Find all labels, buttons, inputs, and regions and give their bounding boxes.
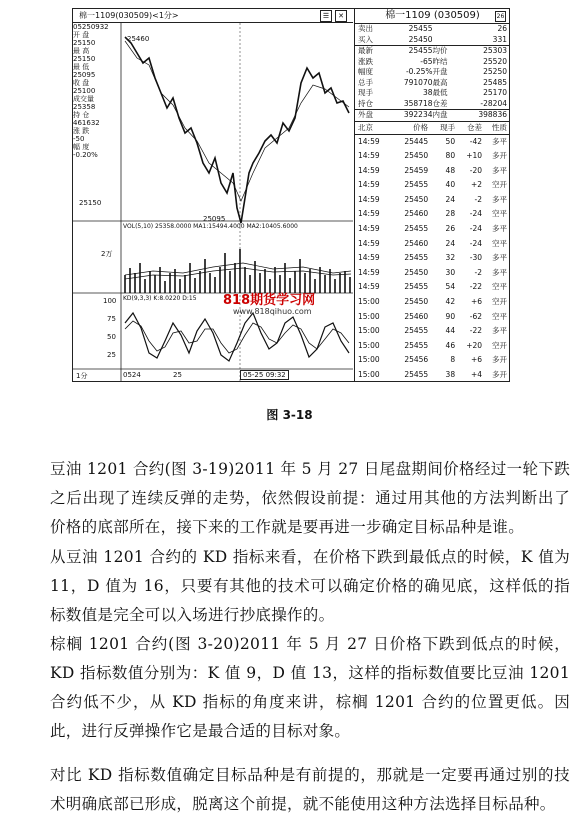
trade-row (355, 237, 510, 252)
trades-list[interactable] (355, 135, 510, 383)
trade-cell: 25450 (404, 267, 429, 277)
trade-row (355, 324, 510, 339)
quote-cell: 25455 (408, 24, 433, 33)
quote-cell: 持仓 (358, 98, 373, 108)
quote-row (355, 45, 510, 57)
trade-row (355, 193, 510, 208)
trade-cell: +20 (466, 340, 483, 350)
trade-cell: -24 (469, 238, 483, 248)
quote-cell: 均价 (432, 46, 448, 55)
trade-cell: 多开 (492, 151, 508, 161)
quote-row (355, 78, 510, 89)
quote-cell: 卖出 (358, 24, 373, 33)
watermark-url: www.818qihuo.com (233, 307, 312, 316)
info-value-oi: 461632 (73, 119, 100, 127)
info-value-close: 25100 (73, 87, 96, 95)
trade-cell: 25456 (404, 355, 429, 365)
trade-cell: 多平 (492, 267, 508, 277)
info-value-low: 25095 (73, 71, 96, 79)
chart-window-titlebar (73, 9, 353, 23)
trade-cell: 30 (445, 267, 456, 277)
trade-cell: 46 (445, 340, 456, 350)
info-label-change: 涨 跌 (73, 127, 90, 135)
trade-cell: 多平 (492, 224, 508, 234)
trade-row (355, 280, 510, 295)
trade-cell: 38 (445, 370, 456, 379)
trade-cell: 14:59 (358, 194, 380, 204)
trade-cell: 25455 (404, 253, 429, 263)
trade-cell: 多平 (492, 253, 508, 263)
trade-cell: 42 (445, 297, 456, 307)
price-top-label: 25460 (127, 35, 150, 43)
trade-cell: +6 (470, 297, 483, 307)
trade-cell: 15:00 (358, 326, 380, 336)
kd-axis-100: 100 (103, 297, 117, 305)
bar-info-panel (73, 23, 121, 159)
chart-window-title: 棉一1109(030509)<1分> (79, 11, 179, 20)
trades-col-price: 价格 (413, 122, 429, 132)
trade-cell: 多开 (492, 355, 508, 365)
quote-row (355, 35, 510, 46)
quote-cell: -28204 (480, 98, 507, 108)
trade-cell: 32 (445, 253, 456, 263)
kd-axis-25: 25 (107, 351, 116, 359)
trade-cell: 90 (445, 311, 456, 321)
trade-cell: 14:59 (358, 224, 380, 234)
trade-cell: 多平 (492, 136, 508, 146)
trade-row (355, 353, 510, 368)
quote-cell: 开盘 (432, 67, 448, 76)
info-label-close: 收 盘 (73, 79, 90, 87)
quote-cell: 791070 (403, 77, 433, 87)
period-label: 1分 (76, 372, 88, 380)
trade-cell: +4 (470, 370, 483, 379)
info-label-low: 最 低 (73, 63, 90, 71)
info-value-change: -50 (73, 135, 85, 143)
trade-cell: -20 (469, 165, 483, 175)
trade-cell: 25460 (404, 209, 429, 219)
quote-row (355, 67, 510, 78)
trade-cell: 空开 (492, 297, 508, 307)
info-label-pct: 幅 度 (73, 143, 90, 151)
trade-cell: 44 (445, 326, 456, 336)
quote-cell: 25520 (483, 56, 507, 66)
quote-rows (355, 24, 510, 121)
trade-cell: 14:59 (358, 151, 380, 161)
quote-cell: 25455 (408, 46, 433, 55)
trade-row (355, 339, 510, 354)
info-value-open: 25150 (73, 39, 96, 47)
info-label-oi: 持 仓 (73, 111, 90, 119)
quote-row (355, 88, 510, 99)
quote-cell: -65 (420, 56, 433, 66)
quote-panel (354, 9, 510, 381)
trade-cell: 25460 (404, 238, 429, 248)
trade-cell: 24 (445, 238, 456, 248)
trade-cell: +10 (466, 151, 483, 161)
quote-cell (433, 24, 470, 35)
trade-cell: 48 (445, 165, 456, 175)
trade-cell: +2 (470, 180, 483, 190)
quote-cell: 仓差 (432, 98, 448, 108)
trade-cell: 多平 (492, 194, 508, 204)
paragraph-1: 豆油 1201 合约(图 3-19)2011 年 5 月 27 日尾盘期间价格经过一轮下跌之后出现了连续反弹的走势，依然假设前提：通过用其他的方法判断出了价格的底部所在，接下来的工作就是要再进一步确定目标品种是谁。 (50, 460, 570, 536)
trade-cell: 80 (445, 151, 456, 161)
trade-cell: 空平 (492, 282, 508, 292)
trade-cell: 14:59 (358, 180, 380, 190)
info-value-pct: -0.20% (73, 151, 98, 159)
trade-cell: 50 (445, 136, 456, 146)
quote-cell: 392234 (403, 110, 433, 119)
quote-cell: 331 (492, 34, 507, 44)
trade-cell: 14:59 (358, 253, 380, 263)
trade-cell: 25450 (404, 151, 429, 161)
quote-row (355, 57, 510, 68)
trade-cell: 15:00 (358, 311, 380, 321)
trade-cell: -30 (469, 253, 483, 263)
volume-axis-label: 2万 (101, 250, 113, 258)
trade-cell: 15:00 (358, 355, 380, 365)
quote-cell: 25450 (408, 34, 433, 44)
trade-cell: 25455 (404, 370, 429, 379)
trade-cell: 8 (450, 355, 456, 365)
quote-cell: 最低 (432, 88, 448, 97)
info-label-open: 开 盘 (73, 31, 90, 39)
trade-cell: 14:59 (358, 209, 380, 219)
trade-cell: 40 (445, 180, 456, 190)
trade-cell: 15:00 (358, 370, 380, 379)
trade-cell: -62 (469, 311, 483, 321)
volume-bars (125, 249, 350, 293)
trade-row (355, 368, 510, 383)
trade-cell: 25445 (404, 136, 429, 146)
trade-cell: 26 (445, 224, 456, 234)
bar-date: 05250932 (73, 23, 109, 31)
info-label-volume: 成交量 (73, 95, 94, 103)
trade-cell: 14:59 (358, 282, 380, 292)
trade-cell: 多平 (492, 165, 508, 175)
trade-cell: 14:59 (358, 136, 380, 146)
trade-cell: 25450 (404, 194, 429, 204)
trade-row (355, 135, 510, 150)
quote-row (355, 109, 510, 121)
trade-cell: 14:59 (358, 267, 380, 277)
trade-row (355, 295, 510, 310)
x-label-25: 25 (173, 371, 182, 379)
quote-cell: 总手 (358, 77, 373, 87)
info-value-high: 25150 (73, 55, 96, 63)
trade-cell: 14:59 (358, 165, 380, 175)
trade-cell: +6 (470, 355, 483, 365)
panel-mini-button[interactable]: 26 (496, 13, 505, 20)
close-icon[interactable]: ✕ (335, 10, 347, 22)
paragraph-3: 棕榈 1201 合约(图 3-20)2011 年 5 月 27 日价格下跌到低点的时候，KD 指标数值分别为：K 值 9，D 值 13，这样的指标数值要比豆油 1201 合约低不少，从 KD 指标的角度来讲，棕榈 1201 合约的位置更低。因此，进行反弹操作它是最合适的目标对象。 (50, 635, 570, 740)
restore-icon[interactable]: ☰ (320, 10, 332, 22)
trade-cell: -2 (474, 194, 483, 204)
quote-row (355, 24, 510, 35)
trade-row (355, 149, 510, 164)
trade-cell: 14:59 (358, 238, 380, 248)
trade-cell: 多平 (492, 326, 508, 336)
trade-row (355, 164, 510, 179)
trade-cell: 25455 (404, 224, 429, 234)
trades-col-time: 北京 (358, 122, 373, 132)
trade-row (355, 207, 510, 222)
quote-cell: 398836 (478, 110, 507, 119)
quote-cell: 25303 (483, 46, 507, 55)
trade-cell: 25455 (404, 282, 429, 292)
quote-cell: 38 (422, 88, 433, 97)
trade-cell: 54 (445, 282, 456, 292)
quote-panel-title (355, 9, 510, 24)
figure-caption: 图 3-18 (266, 408, 313, 422)
quote-screenshot-figure (72, 8, 510, 382)
trade-cell: 25460 (404, 311, 429, 321)
quote-cell: 买入 (358, 34, 373, 44)
trade-row (355, 310, 510, 325)
quote-cell: 涨跌 (358, 56, 373, 66)
quote-cell: 最高 (432, 77, 448, 87)
trade-cell: 25459 (404, 165, 429, 175)
trade-cell: 15:00 (358, 297, 380, 307)
trade-cell: 25450 (404, 297, 429, 307)
quote-cell: 现手 (358, 88, 373, 97)
paragraph-4: 对比 KD 指标数值确定目标品种是有前提的，那就是一定要再通过别的技术明确底部已形成，脱离这个前提，就不能使用这种方法选择目标品种。 (50, 766, 570, 813)
info-label-high: 最 高 (73, 47, 90, 55)
trade-row (355, 178, 510, 193)
trade-cell: 25455 (404, 180, 429, 190)
trade-cell: -2 (474, 267, 483, 277)
trade-row (355, 251, 510, 266)
trades-col-oi-change: 仓差 (467, 122, 483, 132)
quote-cell: 25485 (483, 77, 507, 87)
info-value-volume: 25358 (73, 103, 96, 111)
trade-cell: 15:00 (358, 340, 380, 350)
watermark-logo-text: 818期货学习网 (223, 293, 316, 308)
trade-cell: 空平 (492, 238, 508, 248)
kd-axis-50: 50 (107, 333, 116, 341)
trade-cell: 24 (445, 194, 456, 204)
trade-cell: 空开 (492, 180, 508, 190)
trade-cell: -42 (469, 136, 483, 146)
trade-cell: -24 (469, 209, 483, 219)
trade-cell: 空平 (492, 311, 508, 321)
trade-cell: -24 (469, 224, 483, 234)
quote-cell: 26 (497, 24, 507, 33)
quote-cell: -0.25% (405, 67, 433, 76)
trades-header (355, 121, 510, 135)
kd-axis-75: 75 (107, 315, 116, 323)
trades-col-vol: 现手 (440, 122, 456, 132)
price-axis-label: 25150 (79, 199, 102, 207)
trade-cell: 空平 (492, 209, 508, 219)
price-low-label: 25095 (203, 215, 226, 223)
volume-indicator-label: VOL(5,10) 25358.0000 MA1:15494.4000 MA2:10405.6000 (123, 223, 298, 230)
quote-cell: 幅度 (358, 67, 373, 76)
quote-cell: 25250 (483, 67, 507, 76)
trade-cell: 空开 (492, 340, 508, 350)
crosshair-time-label: 05-25 09:32 (240, 370, 289, 380)
quote-cell: 昨结 (432, 56, 448, 66)
trade-cell: -22 (469, 326, 483, 336)
trade-cell: 多开 (492, 370, 508, 379)
quote-cell: 358718 (403, 98, 433, 108)
trade-row (355, 222, 510, 237)
quote-cell (433, 35, 470, 46)
paragraph-2: 从豆油 1201 合约的 KD 指标来看，在价格下跌到最低点的时候，K 值为 11，D 值为 16，只要有其他的技术可以确定价格的确见底，这样低的指标数值是完全可以入场进行抄底操作的。 (50, 548, 570, 624)
trade-cell: 25455 (404, 326, 429, 336)
quote-cell: 内盘 (432, 110, 448, 119)
kd-indicator-label: KD(9,3,3) K:8.0220 D:15 (123, 295, 197, 302)
x-label-0524: 0524 (123, 371, 141, 379)
quote-cell: 外盘 (358, 110, 373, 119)
trade-cell: -22 (469, 282, 483, 292)
trades-col-nature: 性质 (492, 122, 508, 132)
trade-cell: 28 (445, 209, 456, 219)
quote-cell: 25170 (483, 88, 507, 97)
contract-title: 棉一1109 (030509) (385, 10, 480, 21)
quote-row (355, 99, 510, 110)
trade-row (355, 266, 510, 281)
trade-cell: 25455 (404, 340, 429, 350)
quote-cell: 最新 (358, 46, 373, 55)
